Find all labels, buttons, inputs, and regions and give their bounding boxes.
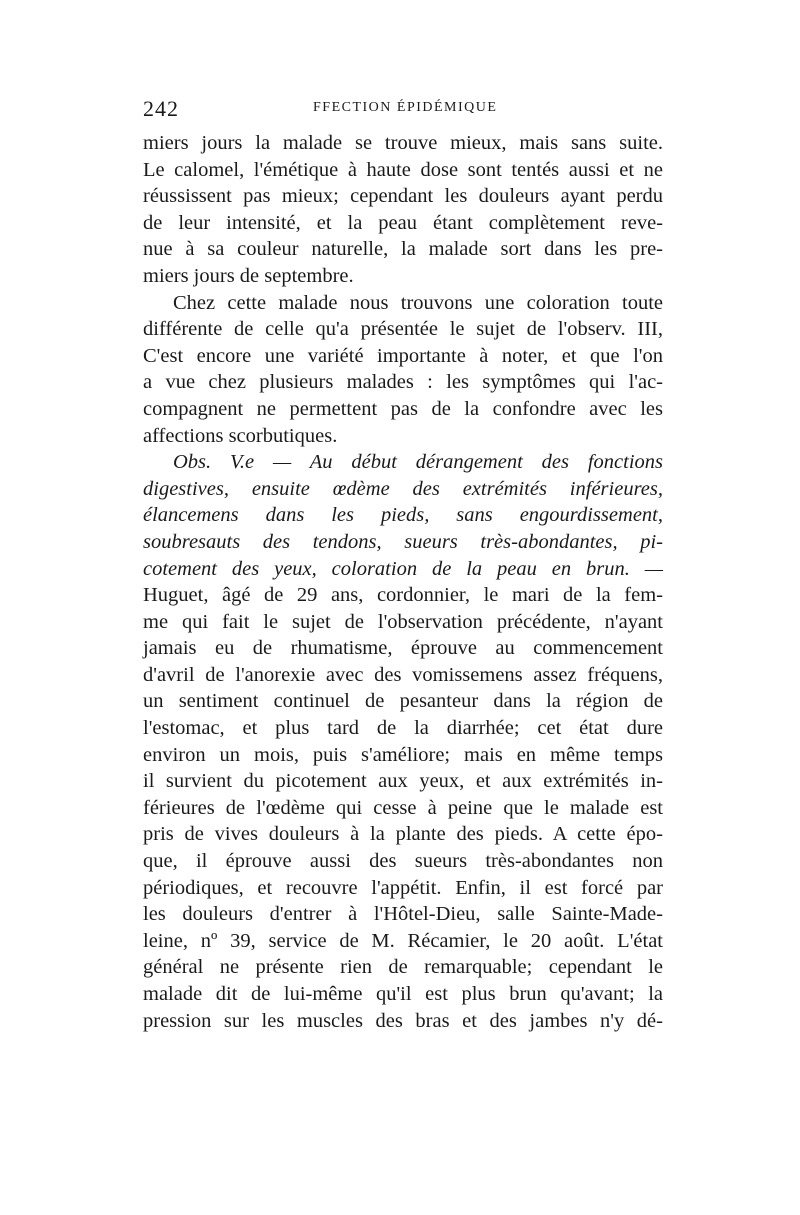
text-line: pression sur les muscles des bras et des jambes n'y dé- — [143, 1009, 663, 1032]
text-line: nue à sa couleur naturelle, la malade sort dans les pre- — [143, 238, 663, 261]
running-head: FFECTION ÉPIDÉMIQUE — [313, 100, 498, 115]
text-line: réussissent pas mieux; cependant les douleurs ayant perdu — [143, 185, 663, 208]
text-line: l'estomac, et plus tard de la diarrhée; cet état dure — [143, 717, 663, 740]
text-line: général ne présente rien de remarquable; cependant le — [143, 956, 663, 979]
text-line: affections scorbutiques. — [143, 424, 338, 447]
text-line: a vue chez plusieurs malades : les symptômes qui l'ac- — [143, 371, 663, 394]
text-line: de leur intensité, et la peau étant complètement reve- — [143, 211, 663, 234]
body-text — [143, 130, 663, 1034]
text-line: Huguet, âgé de 29 ans, cordonnier, le mari de la fem- — [143, 584, 663, 607]
text-line: soubresauts des tendons, sueurs très-abondantes, pi- — [143, 530, 663, 553]
text-line: environ un mois, puis s'améliore; mais en même temps — [143, 743, 663, 766]
text-line: férieures de l'œdème qui cesse à peine que le malade est — [143, 796, 663, 819]
text-line: miers jours la malade se trouve mieux, mais sans suite. — [143, 132, 663, 154]
text-line: Le calomel, l'émétique à haute dose sont tentés aussi et ne — [143, 158, 663, 181]
text-line: miers jours de septembre. — [143, 264, 354, 287]
text-line: un sentiment continuel de pesanteur dans la région de — [143, 690, 663, 713]
text-line: périodiques, et recouvre l'appétit. Enfin, il est forcé par — [143, 876, 663, 899]
text-line: d'avril de l'anorexie avec des vomissemens assez fréquens, — [143, 663, 663, 686]
text-line: compagnent ne permettent pas de la confondre avec les — [143, 397, 663, 420]
text-line: jamais eu de rhumatisme, éprouve au commencement — [143, 637, 663, 660]
text-line: cotement des yeux, coloration de la peau en brun. — — [143, 557, 663, 580]
page-number: 242 — [143, 96, 179, 121]
text-line: différente de celle qu'a présentée le sujet de l'observ. III, — [143, 318, 663, 341]
text-line: Obs. V.e — Au début dérangement des fonctions — [173, 451, 663, 474]
text-line: malade dit de lui-même qu'il est plus brun qu'avant; la — [143, 983, 663, 1005]
text-line: digestives, ensuite œdème des extrémités inférieures, — [143, 477, 663, 500]
text-line: me qui fait le sujet de l'observation précédente, n'ayant — [143, 610, 663, 633]
text-line: pris de vives douleurs à la plante des pieds. A cette épo- — [143, 823, 663, 846]
text-line: C'est encore une variété importante à noter, et que l'on — [143, 344, 663, 367]
text-line: il survient du picotement aux yeux, et aux extrémités in- — [143, 770, 663, 793]
text-line: que, il éprouve aussi des sueurs très-abondantes non — [143, 850, 663, 873]
text-line: les douleurs d'entrer à l'Hôtel-Dieu, salle Sainte-Made- — [143, 903, 663, 926]
text-line: Chez cette malade nous trouvons une coloration toute — [173, 291, 663, 314]
text-line: élancemens dans les pieds, sans engourdissement, — [143, 504, 663, 527]
text-line: leine, nº 39, service de M. Récamier, le 20 août. L'état — [143, 929, 663, 952]
page-header — [143, 96, 663, 120]
